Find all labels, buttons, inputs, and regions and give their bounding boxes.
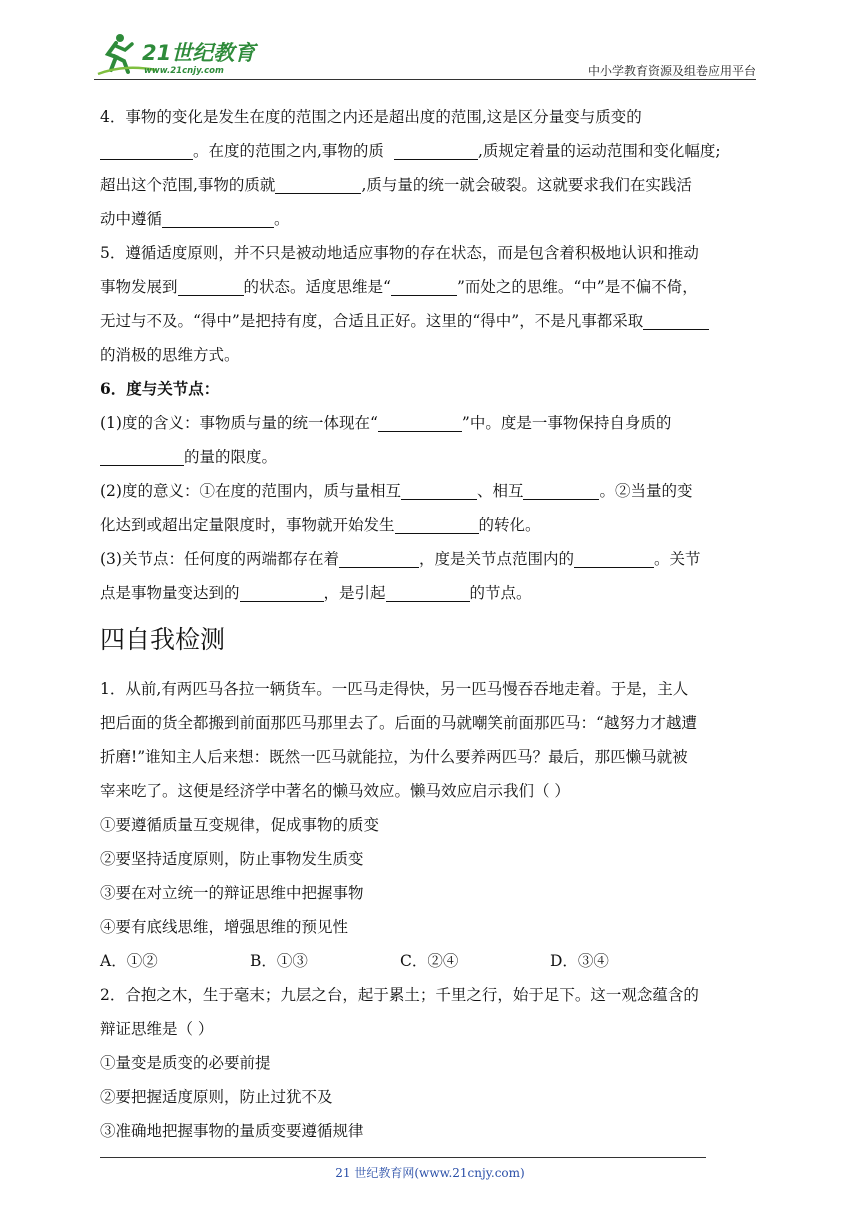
page-footer[interactable]: 21 世纪教育网(www.21cnjy.com) bbox=[335, 1166, 525, 1180]
q6-part3-line-2: 点是事物量变达到的 ，是引起 的节点。 bbox=[100, 584, 532, 602]
q6-part1-line-2: 的量的限度。 bbox=[100, 440, 765, 474]
platform-name: 中小学教育资源及组卷应用平台 bbox=[587, 64, 756, 78]
t2-line-1: 2．合抱之木，生于毫末；九层之台，起于累土；千里之行，始于足下。这一观念蕴含的 bbox=[100, 986, 699, 1004]
test-question-1 bbox=[100, 672, 765, 978]
header-divider bbox=[94, 79, 756, 80]
q6-part3-line-1: (3)关节点：任何度的两端都存在着 ，度是关节点范围内的 。关节 bbox=[100, 550, 701, 568]
t1-statement: ④要有底线思维，增强思维的预见性 bbox=[100, 918, 349, 936]
answer-blank[interactable] bbox=[100, 141, 193, 160]
q5-line-4: 的消极的思维方式。 bbox=[100, 346, 240, 364]
answer-blank[interactable] bbox=[394, 141, 478, 160]
footer-divider bbox=[100, 1157, 706, 1158]
item-6 bbox=[100, 372, 765, 610]
answer-blank[interactable] bbox=[391, 277, 457, 296]
q4-line-4: 动中遵循 。 bbox=[100, 210, 290, 228]
t1-options bbox=[100, 944, 765, 978]
answer-blank[interactable] bbox=[386, 583, 470, 602]
t2-line-2: 辩证思维是（ ） bbox=[100, 1020, 214, 1038]
q6-part2-line-2: 化达到或超出定量限度时，事物就开始发生 的转化。 bbox=[100, 516, 541, 534]
option-c[interactable]: C．②④ bbox=[400, 952, 459, 970]
document-body bbox=[100, 100, 765, 1148]
answer-blank[interactable] bbox=[395, 515, 479, 534]
section-title: 四自我检测 bbox=[100, 625, 226, 654]
q4-line-2: 。在度的范围之内,事物的质 ,质规定着量的运动范围和变化幅度; bbox=[100, 134, 765, 168]
logo-text: 21世纪教育 bbox=[142, 41, 256, 65]
q5-line-2: 事物发展到 的状态。适度思维是“ ”而处之的思维。“中”是不偏不倚， bbox=[100, 278, 698, 296]
t2-statement: ①量变是质变的必要前提 bbox=[100, 1054, 271, 1072]
option-d[interactable]: D．③④ bbox=[550, 952, 609, 970]
t2-statement: ②要把握适度原则，防止过犹不及 bbox=[100, 1088, 333, 1106]
q4-line-1: 4．事物的变化是发生在度的范围之内还是超出度的范围,这是区分量变与质变的 bbox=[100, 108, 642, 126]
t1-statement: ③要在对立统一的辩证思维中把握事物 bbox=[100, 884, 364, 902]
q5-line-1: 5．遵循适度原则，并不只是被动地适应事物的存在状态，而是包含着积极地认识和推动 bbox=[100, 244, 699, 262]
site-logo bbox=[94, 30, 264, 78]
q6-part1-line-1: (1)度的含义：事物质与量的统一体现在“ ”中。度是一事物保持自身质的 bbox=[100, 414, 672, 432]
t1-line-3: 折磨!”谁知主人后来想：既然一匹马就能拉，为什么要养两匹马？最后，那匹懒马就被 bbox=[100, 748, 688, 766]
answer-blank[interactable] bbox=[643, 311, 709, 330]
q6-part2-line-1: (2)度的意义：①在度的范围内，质与量相互 、相互 。②当量的变 bbox=[100, 482, 693, 500]
t1-line-2: 把后面的货全都搬到前面那匹马那里去了。后面的马就嘲笑前面那匹马：“越努力才越遭 bbox=[100, 714, 697, 732]
q4-line-3: 超出这个范围,事物的质就 ,质与量的统一就会破裂。这就要求我们在实践活 bbox=[100, 176, 692, 194]
q6-title: 6．度与关节点： bbox=[100, 379, 220, 398]
answer-blank[interactable] bbox=[523, 481, 599, 500]
t2-statement: ③准确地把握事物的量质变要遵循规律 bbox=[100, 1122, 364, 1140]
answer-blank[interactable] bbox=[178, 277, 244, 296]
answer-blank[interactable] bbox=[240, 583, 324, 602]
option-a[interactable]: A．①② bbox=[100, 952, 158, 970]
t1-line-1: 1．从前,有两匹马各拉一辆货车。一匹马走得快，另一匹马慢吞吞地走着。于是，主人 bbox=[100, 680, 689, 698]
answer-blank[interactable] bbox=[574, 549, 654, 568]
t1-statement: ②要坚持适度原则，防止事物发生质变 bbox=[100, 850, 364, 868]
logo-url: www.21cnjy.com bbox=[144, 66, 224, 76]
test-question-2 bbox=[100, 978, 765, 1148]
answer-blank[interactable] bbox=[378, 413, 462, 432]
t1-statement: ①要遵循质量互变规律，促成事物的质变 bbox=[100, 816, 380, 834]
answer-blank[interactable] bbox=[401, 481, 477, 500]
option-b[interactable]: B．①③ bbox=[250, 952, 308, 970]
q5-line-3: 无过与不及。“得中”是把持有度，合适且正好。这里的“得中”，不是凡事都采取 bbox=[100, 304, 765, 338]
answer-blank[interactable] bbox=[162, 209, 274, 228]
answer-blank[interactable] bbox=[100, 447, 184, 466]
item-4 bbox=[100, 100, 765, 236]
item-5 bbox=[100, 236, 765, 372]
page-header bbox=[94, 30, 756, 78]
t1-line-4: 宰来吃了。这便是经济学中著名的懒马效应。懒马效应启示我们（ ） bbox=[100, 782, 570, 800]
answer-blank[interactable] bbox=[339, 549, 419, 568]
answer-blank[interactable] bbox=[275, 175, 361, 194]
